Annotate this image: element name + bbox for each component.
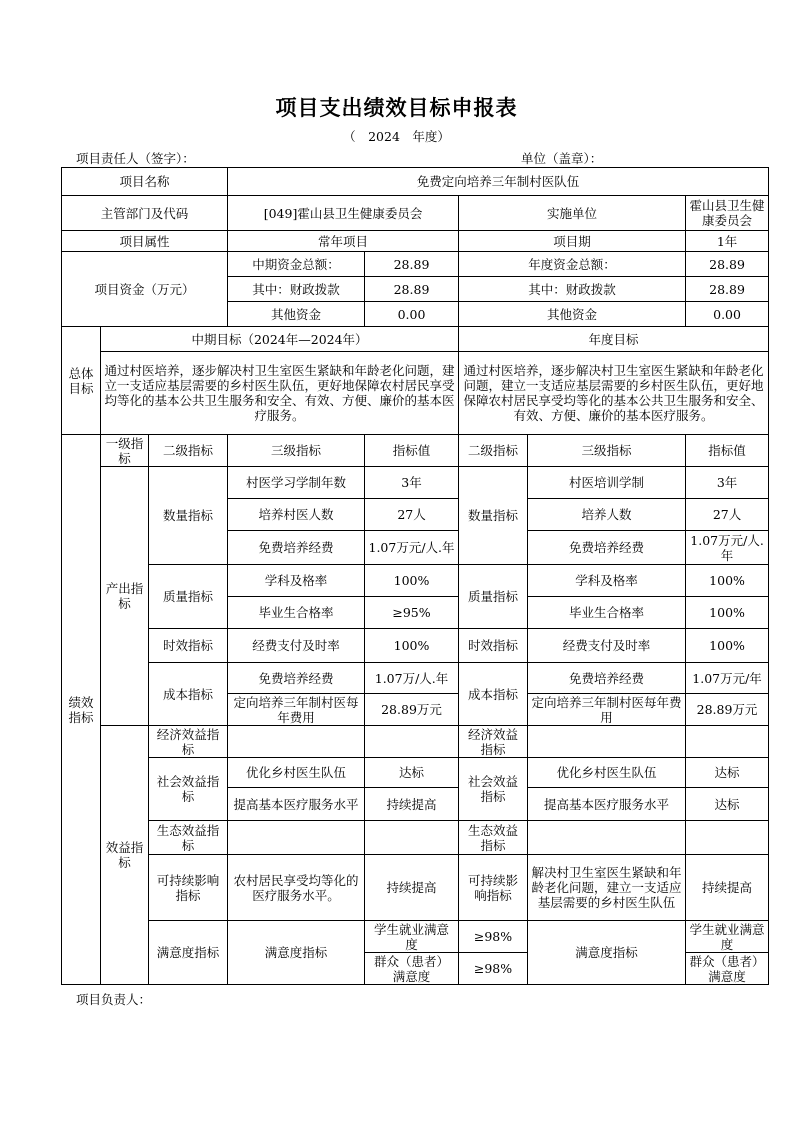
row-attr: [62, 231, 769, 252]
table-row: [62, 629, 769, 663]
cell: 100%: [365, 629, 459, 663]
year-goal-header: 年度目标: [459, 327, 769, 352]
timeliness-label-mid: 时效指标: [149, 629, 228, 663]
cost-label-year: 成本指标: [459, 663, 528, 726]
table-row: [62, 821, 769, 855]
header-value-mid: 指标值: [365, 435, 459, 467]
header-level3-year: 三级指标: [528, 435, 686, 467]
cell: 群众（患者）满意度: [686, 953, 769, 985]
period-value: 1年: [686, 231, 769, 252]
mid-fiscal-value: 28.89: [365, 277, 459, 302]
cell: 培养人数: [528, 499, 686, 531]
cell: ≥98%: [459, 953, 528, 985]
cell: 学科及格率: [228, 565, 365, 597]
mid-other-label: 其他资金: [228, 302, 365, 327]
cell: 免费培养经费: [528, 663, 686, 694]
year-total-value: 28.89: [686, 252, 769, 277]
quality-label-year: 质量指标: [459, 565, 528, 629]
cell: [228, 726, 365, 758]
social-label-year: 社会效益指标: [459, 758, 528, 821]
table-row: [62, 758, 769, 788]
cell: 提高基本医疗服务水平: [528, 788, 686, 821]
economic-label-mid: 经济效益指标: [149, 726, 228, 758]
economic-label-year: 经济效益指标: [459, 726, 528, 758]
attr-value: 常年项目: [228, 231, 459, 252]
dept-value: [049]霍山县卫生健康委员会: [228, 196, 459, 231]
table-row: [62, 726, 769, 758]
year-other-label: 其他资金: [459, 302, 686, 327]
page-title: 项目支出绩效目标申报表: [275, 96, 518, 120]
table-row: [62, 467, 769, 499]
mid-fiscal-label: 其中：财政拨款: [228, 277, 365, 302]
impl-value: 霍山县卫生健康委员会: [686, 196, 769, 231]
cell: 达标: [686, 788, 769, 821]
cell: 3年: [365, 467, 459, 499]
cell: 达标: [365, 758, 459, 788]
cell: ≥95%: [365, 597, 459, 629]
header-level1: 一级指标: [101, 435, 149, 467]
cell: 定向培养三年制村医每年费用: [528, 694, 686, 726]
social-label-mid: 社会效益指标: [149, 758, 228, 821]
cell: [686, 821, 769, 855]
cell: 村医培训学制: [528, 467, 686, 499]
cell: 解决村卫生室医生紧缺和年龄老化问题，建立一支适应基层需要的乡村医生队伍: [528, 855, 686, 921]
cell: 提高基本医疗服务水平: [228, 788, 365, 821]
timeliness-label-year: 时效指标: [459, 629, 528, 663]
cell: 27人: [686, 499, 769, 531]
impl-label: 实施单位: [459, 196, 686, 231]
cell: 100%: [686, 629, 769, 663]
cell: 毕业生合格率: [228, 597, 365, 629]
cell: 免费培养经费: [228, 531, 365, 565]
overall-goal-label: 总体目标: [62, 327, 101, 435]
satisfaction-label-mid: 满意度指标: [228, 921, 365, 985]
cell: [686, 726, 769, 758]
output-label: 产出指标: [101, 467, 149, 726]
funds-label: 项目资金（万元）: [62, 252, 228, 327]
cell: 学生就业满意度: [365, 921, 459, 953]
year-total-label: 年度资金总额：: [459, 252, 686, 277]
sustainable-label-mid: 可持续影响指标: [149, 855, 228, 921]
cell: 优化乡村医生队伍: [528, 758, 686, 788]
cell: 毕业生合格率: [528, 597, 686, 629]
header-value-year: 指标值: [686, 435, 769, 467]
cell: 1.07万元/人.年: [365, 531, 459, 565]
cell: 1.07万/人.年: [365, 663, 459, 694]
year-fiscal-value: 28.89: [686, 277, 769, 302]
table-row: [62, 663, 769, 694]
quantity-label-mid: 数量指标: [149, 467, 228, 565]
cell: 农村居民享受均等化的医疗服务水平。: [228, 855, 365, 921]
period-label: 项目期: [459, 231, 686, 252]
cell: 村医学习学制年数: [228, 467, 365, 499]
header-level2-mid: 二级指标: [149, 435, 228, 467]
cell: 群众（患者）满意度: [365, 953, 459, 985]
row-project-name: [62, 168, 769, 196]
cell: [228, 821, 365, 855]
mid-goal-header: 中期目标（2024年—2024年）: [101, 327, 459, 352]
satisfaction-level1-label: 满意度指标: [149, 921, 228, 985]
unit-label: 单位（盖章）：: [521, 151, 603, 166]
project-name-label: 项目名称: [62, 168, 228, 196]
quality-label-mid: 质量指标: [149, 565, 228, 629]
cell: 学科及格率: [528, 565, 686, 597]
dept-label: 主管部门及代码: [62, 196, 228, 231]
cell: 1.07万元/年: [686, 663, 769, 694]
cell: 经费支付及时率: [528, 629, 686, 663]
header-level3-mid: 三级指标: [228, 435, 365, 467]
row-dept: [62, 196, 769, 231]
ecological-label-mid: 生态效益指标: [149, 821, 228, 855]
responsible-label: 项目责任人（签字）：: [76, 151, 195, 166]
cell: 免费培养经费: [228, 663, 365, 694]
cell: 100%: [365, 565, 459, 597]
sustainable-label-year: 可持续影响指标: [459, 855, 528, 921]
table-row: [62, 565, 769, 597]
mid-total-label: 中期资金总额：: [228, 252, 365, 277]
cell: [365, 821, 459, 855]
row-goals-header: [62, 327, 769, 352]
header-level2-year: 二级指标: [459, 435, 528, 467]
cell: 27人: [365, 499, 459, 531]
cell: 免费培养经费: [528, 531, 686, 565]
cell: 经费支付及时率: [228, 629, 365, 663]
year-line: （ 2024 年度）: [343, 129, 450, 144]
table-row: [62, 921, 769, 953]
project-name-value: 免费定向培养三年制村医队伍: [228, 168, 769, 196]
year-fiscal-label: 其中：财政拨款: [459, 277, 686, 302]
cell: 100%: [686, 597, 769, 629]
cell: 定向培养三年制村医每年费用: [228, 694, 365, 726]
cell: [365, 726, 459, 758]
cost-label-mid: 成本指标: [149, 663, 228, 726]
perf-label: 绩效指标: [62, 435, 101, 985]
cell: 持续提高: [365, 855, 459, 921]
cell: 持续提高: [365, 788, 459, 821]
cell: 28.89万元: [365, 694, 459, 726]
mid-total-value: 28.89: [365, 252, 459, 277]
quantity-label-year: 数量指标: [459, 467, 528, 565]
cell: 3年: [686, 467, 769, 499]
cell: ≥98%: [459, 921, 528, 953]
cell: [528, 821, 686, 855]
row-goals-text: [62, 352, 769, 435]
mid-other-value: 0.00: [365, 302, 459, 327]
cell: [528, 726, 686, 758]
ecological-label-year: 生态效益指标: [459, 821, 528, 855]
attr-label: 项目属性: [62, 231, 228, 252]
cell: 100%: [686, 565, 769, 597]
cell: 持续提高: [686, 855, 769, 921]
cell: 1.07万元/人.年: [686, 531, 769, 565]
cell: 学生就业满意度: [686, 921, 769, 953]
row-funds-total: [62, 252, 769, 277]
cell: 达标: [686, 758, 769, 788]
row-perf-header: [62, 435, 769, 467]
table-row: [62, 855, 769, 921]
cell: 培养村医人数: [228, 499, 365, 531]
cell: 优化乡村医生队伍: [228, 758, 365, 788]
mid-goal-text: 通过村医培养，逐步解决村卫生室医生紧缺和年龄老化问题，建立一支适应基层需要的乡村医生队伍，更好地保障农村居民享受均等化的基本公共卫生服务和安全、有效、方便、廉价的基本医疗服务。: [101, 352, 459, 435]
cell: 28.89万元: [686, 694, 769, 726]
footer-label: 项目负责人：: [76, 992, 152, 1007]
performance-table: [61, 167, 769, 985]
year-goal-text: 通过村医培养，逐步解决村卫生室医生紧缺和年龄老化问题，建立一支适应基层需要的乡村医生队伍，更好地保障农村居民享受均等化的基本公共卫生服务和安全、有效、方便、廉价的基本医疗服务。: [459, 352, 769, 435]
year-other-value: 0.00: [686, 302, 769, 327]
satisfaction-label-year: 满意度指标: [528, 921, 686, 985]
effect-label: 效益指标: [101, 726, 149, 985]
